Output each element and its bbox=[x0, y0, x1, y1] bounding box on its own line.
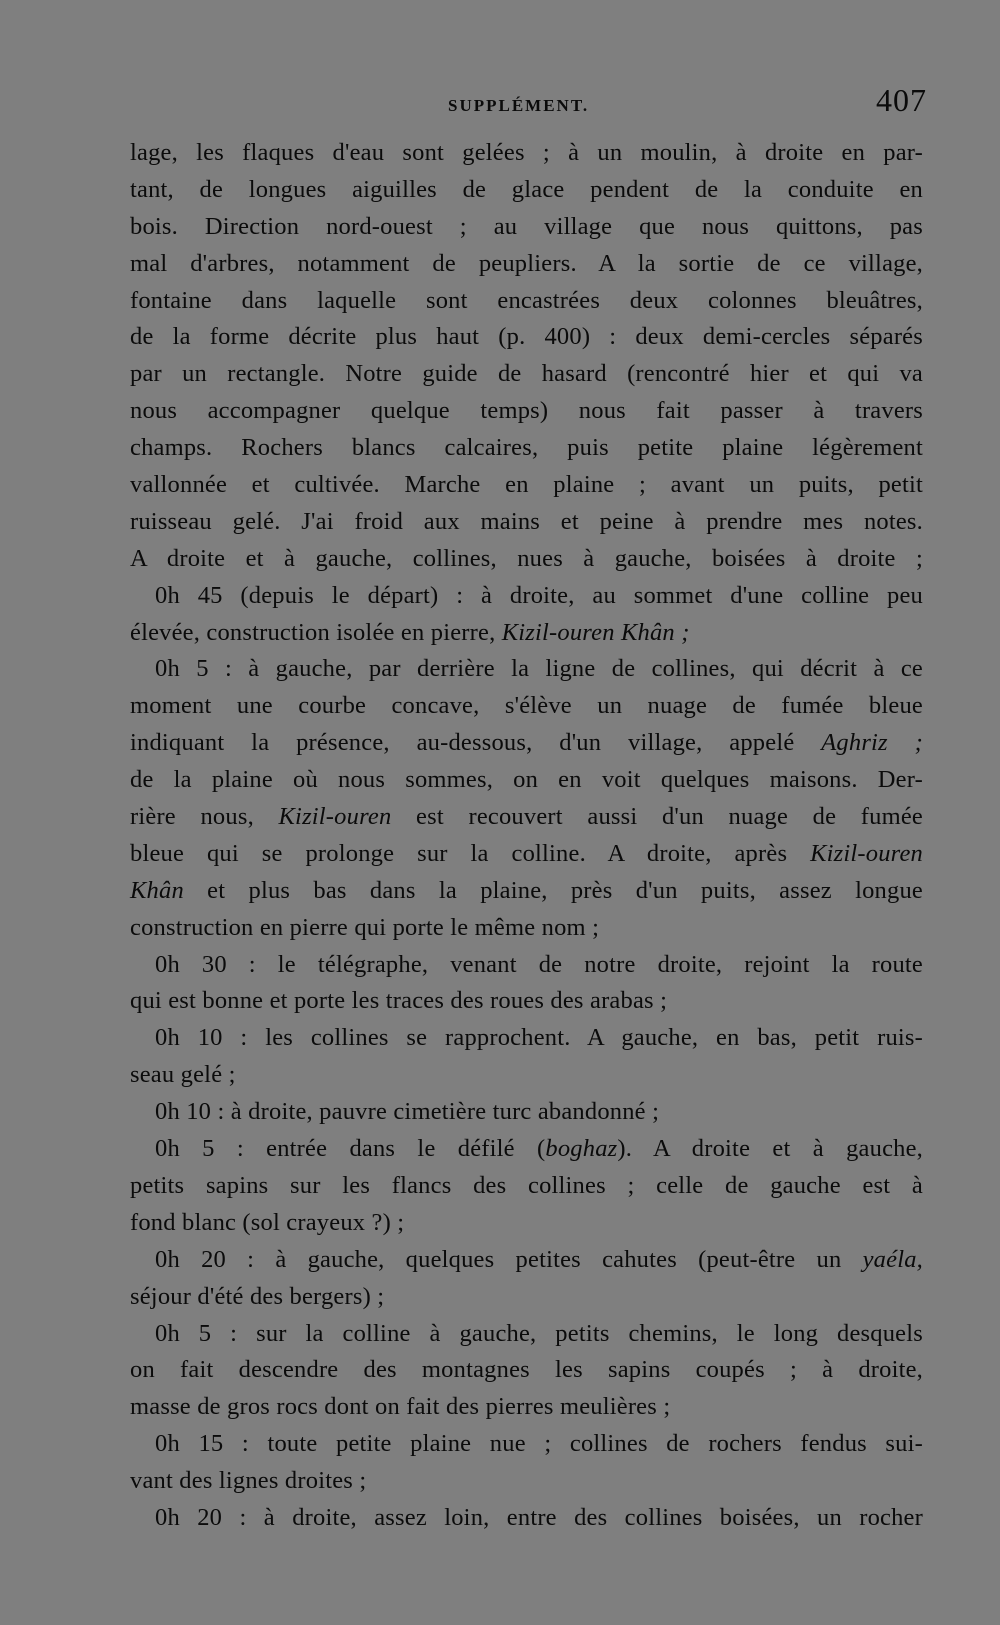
text-line: champs. Rochers blancs calcaires, puis petite plaine légèrement bbox=[130, 434, 923, 462]
text-line: A droite et à gauche, collines, nues à gauche, boisées à droite ; bbox=[130, 544, 923, 572]
text-line bbox=[130, 1242, 923, 1279]
text-line: moment une courbe concave, s'élève un nuage de fumée bleue bbox=[130, 692, 923, 720]
text-line: fond blanc (sol crayeux ?) ; bbox=[130, 1208, 405, 1236]
text-line: séjour d'été des bergers) ; bbox=[130, 1282, 385, 1310]
text-line: vallonnée et cultivée. Marche en plaine ; avant un puits, petit bbox=[130, 471, 923, 499]
running-title: SUPPLÉMENT. bbox=[448, 96, 590, 115]
text-line: 0h 10 : à droite, pauvre cimetière turc abandonné ; bbox=[155, 1098, 660, 1126]
text-line: bois. Direction nord-ouest ; au village que nous quittons, pas bbox=[130, 212, 923, 240]
text-line bbox=[130, 1131, 923, 1168]
text-line bbox=[130, 836, 923, 873]
text-line: 0h 15 : toute petite plaine nue ; collines de rochers fendus sui- bbox=[155, 1430, 923, 1458]
text-line: construction en pierre qui porte le même nom ; bbox=[130, 913, 600, 941]
italic-term: Kizil-ouren bbox=[810, 839, 923, 867]
italic-term: Kizil-ouren bbox=[278, 803, 392, 831]
page-header bbox=[0, 82, 1000, 132]
text-line: de la plaine où nous sommes, on en voit quelques maisons. Der- bbox=[130, 766, 923, 794]
text-segment: élevée, construction isolée en pierre, bbox=[130, 618, 502, 646]
text-line: 0h 5 : sur la colline à gauche, petits chemins, le long desquels bbox=[155, 1319, 923, 1347]
text-segment: et plus bas dans la plaine, près d'un puits, assez longue bbox=[183, 876, 923, 904]
text-line: masse de gros rocs dont on fait des pierres meulières ; bbox=[130, 1393, 671, 1421]
text-line: 0h 20 : à droite, assez loin, entre des collines boisées, un rocher bbox=[155, 1503, 923, 1531]
text-line: seau gelé ; bbox=[130, 1061, 236, 1089]
text-segment: 0h 20 : à gauche, quelques petites cahutes (peut-être un bbox=[155, 1245, 863, 1273]
text-line bbox=[130, 873, 923, 910]
text-line: on fait descendre des montagnes les sapins coupés ; à droite, bbox=[130, 1356, 923, 1384]
text-line: lage, les flaques d'eau sont gelées ; à un moulin, à droite en par- bbox=[130, 139, 923, 166]
text-line: fontaine dans laquelle sont encastrées deux colonnes bleuâtres, bbox=[130, 286, 923, 314]
text-line: petits sapins sur les flancs des collines ; celle de gauche est à bbox=[130, 1171, 923, 1199]
text-line: 0h 45 (depuis le départ) : à droite, au sommet d'une colline peu bbox=[155, 581, 923, 609]
text-line: vant des lignes droites ; bbox=[130, 1467, 367, 1495]
italic-term: yaéla, bbox=[862, 1245, 923, 1273]
text-segment: 0h 5 : entrée dans le défilé ( bbox=[155, 1135, 546, 1163]
text-segment: bleue qui se prolonge sur la colline. A droite, après bbox=[130, 839, 811, 867]
text-line: qui est bonne et porte les traces des roues des arabas ; bbox=[130, 987, 668, 1015]
text-line bbox=[130, 725, 923, 762]
text-segment: est recouvert aussi d'un nuage de fumée bbox=[391, 803, 924, 831]
text-line: 0h 10 : les collines se rapprochent. A gauche, en bas, petit ruis- bbox=[155, 1024, 923, 1052]
text-line bbox=[130, 799, 923, 836]
page-number: 407 bbox=[876, 82, 927, 118]
text-line: de la forme décrite plus haut (p. 400) : deux demi-cercles séparés bbox=[130, 323, 923, 351]
italic-term: Kizil-ouren Khân ; bbox=[501, 618, 690, 646]
text-line: ruisseau gelé. J'ai froid aux mains et peine à prendre mes notes. bbox=[130, 507, 923, 535]
text-line: 0h 5 : à gauche, par derrière la ligne de collines, qui décrit à ce bbox=[155, 655, 923, 683]
text-line: mal d'arbres, notamment de peupliers. A la sortie de ce village, bbox=[130, 249, 923, 277]
text-segment: rière nous, bbox=[130, 803, 279, 831]
text-line: 0h 30 : le télégraphe, venant de notre droite, rejoint la route bbox=[155, 950, 923, 978]
text-line bbox=[130, 615, 923, 652]
text-line: nous accompagner quelque temps) nous fait passer à travers bbox=[130, 397, 923, 425]
italic-term: Aghriz ; bbox=[821, 729, 923, 757]
italic-term: Khân bbox=[130, 876, 184, 904]
text-line: tant, de longues aiguilles de glace pendent de la conduite en bbox=[130, 175, 923, 203]
text-segment: ). A droite et à gauche, bbox=[617, 1135, 923, 1163]
text-segment: indiquant la présence, au-dessous, d'un village, appelé bbox=[130, 729, 822, 757]
italic-term: boghaz bbox=[545, 1135, 618, 1163]
body-text bbox=[130, 135, 923, 1537]
text-line: par un rectangle. Notre guide de hasard (rencontré hier et qui va bbox=[130, 360, 923, 388]
